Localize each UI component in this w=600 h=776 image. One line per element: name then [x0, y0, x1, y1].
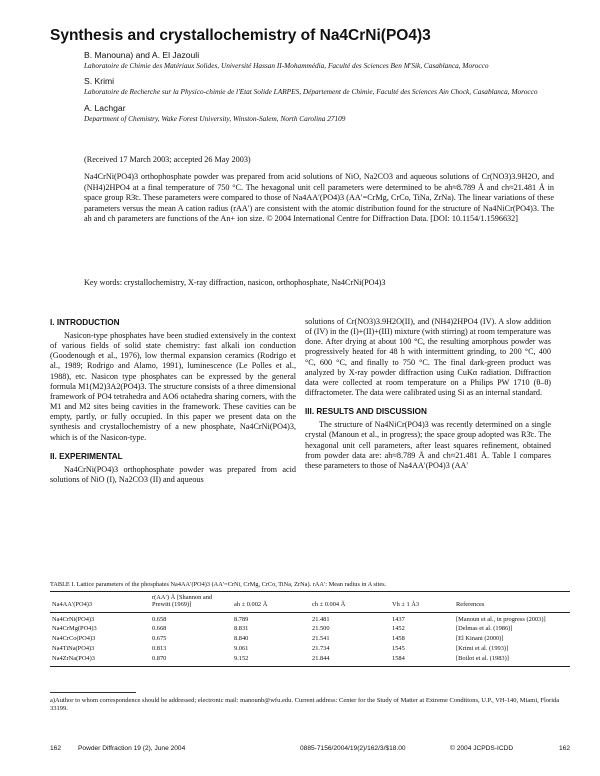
introduction-text: Nasicon-type phosphates have been studied extensively in the context of various fields of solid state chemistry: fast alkali ion conduction (Goodenough et al., 1976), low thermal expansion ceramics (Rodrigo et al., 1989; Rodrigo and Alamo, 1991), luminescence (Le Polles et al., 1988), etc. Nasicon type phosphates can be expressed by the general formula M1(M2)3A2(PO4)3. The structure consists of a three dimensional framework of PO4 tetrahedra and AO6 octahedra sharing corners, with the M1 and M2 sites being cavities in the framework. These cavities can be empty, partly, or fully occupied. In this paper we present data on the synthesis and crystallochemistry of a new phosphate, Na4CrNi(PO4)3, which is of the Nasicon-type. [50, 331, 296, 442]
table-cell: Na4CrNi(PO4)3 [52, 615, 95, 623]
author-names: B. Manouna) and A. El Jazouli [84, 50, 200, 60]
author-names: S. Krimi [84, 76, 115, 87]
table-cell: Na4TiNa(PO4)3 [52, 645, 95, 653]
table-caption: TABLE I. Lattice parameters of the phosphates Na4AA′(PO4)3 (AA′=CrNi, CrMg, CrCo, TiNa, ZrNa). rAA′: Mean radius in A sites. [50, 581, 387, 588]
copyright-notice: © 2004 JCPDS-ICDD [450, 745, 514, 752]
table-row [50, 634, 570, 644]
author-affiliation: Department of Chemistry, Wake Forest University, Winston-Salem, North Carolina 27109 [84, 113, 346, 123]
table-row [50, 612, 570, 624]
table-cell: 0.870 [150, 654, 232, 667]
table-cell: 8.831 [234, 625, 249, 633]
table-cell: 0.668 [152, 625, 167, 633]
table-cell: 21.844 [310, 654, 390, 667]
table-cell: 1545 [392, 645, 405, 653]
table-cell: Na4CrCo(PO4)3 [52, 635, 96, 643]
table-cell: Na4CrMg(PO4)3 [52, 625, 97, 633]
column-header: r(AA′) Å [Shannon and Prewitt (1969)] [150, 592, 232, 613]
section-heading-introduction: I. INTRODUCTION [50, 318, 120, 327]
table-cell: [Boilot et al. (1983)] [454, 654, 570, 667]
keywords: Key words: crystallochemistry, X-ray diffraction, nasicon, orthophosphate, Na4CrNi(PO4)3 [84, 278, 386, 287]
table-cell: [Krimi et al. (1993)] [456, 645, 509, 653]
page-footer [50, 744, 570, 754]
table-row [50, 644, 570, 654]
table-cell: Na4ZrNa(PO4)3 [50, 654, 150, 667]
results-text: The structure of Na4NiCr(PO4)3 was recently determined on a single crystal (Manoun et al., in progress); the space group adopted was R3̄c. The hexagonal unit cell parameters, after least squares refinement, obtained from powder data are: ah≈8.789 Å and ch≈21.481 Å. Table I compares these parameters to those of Na4AA′(PO4)3 (AA′ [305, 420, 551, 470]
author-block [84, 50, 554, 129]
article-title: Synthesis and crystallochemistry of Na4CrNi(PO4)3 [50, 27, 431, 44]
table-cell: 21.481 [312, 615, 330, 623]
section-heading-results: III. RESULTS AND DISCUSSION [305, 407, 427, 417]
table-cell: 1452 [392, 625, 405, 633]
table-cell: 0.675 [152, 635, 167, 643]
column-header: Na4AA′(PO4)3 [50, 592, 150, 613]
table-row [50, 624, 570, 634]
correspondence-footnote: a)Author to whom correspondence should be addressed; electronic mail: manounb@wfu.edu. Current address: Center for the Study of Matter at Extreme Conditions, U.P., VH-140, Miami, Florida 33199. [50, 697, 560, 713]
table-cell: 1584 [390, 654, 454, 667]
experimental-text-continued: solutions of Cr(NO3)3.9H2O(II), and (NH4)2HPO4 (IV). A slow addition of (IV) in the (I)+(II)+(III) mixture (with stirring) at room temperature was done. After drying at about 100 °C, the resulting amorphous powder was progressively heated for 48 h with intermittent grinding, to 200 °C, 400 °C, 600 °C, and finally to 750 °C. The final dark-green product was analyzed by X-ray powder diffraction using CuKα radiation. Diffraction data were collected at room temperature on a Philips PW 1710 (θ–θ) diffractometer. The data were calibrated using Si as an internal standard. [305, 317, 551, 398]
table-cell: 9.061 [234, 645, 249, 653]
table-cell: [Delmas et al. (1986)] [456, 625, 513, 633]
table-cell: [El Kinani (2000)] [456, 635, 504, 643]
experimental-text: Na4CrNi(PO4)3 orthophosphate powder was prepared from acid solutions of NiO (I), Na2CO3 (II) and aqueous [50, 464, 296, 484]
table-cell: [Manoun et al., in progress (2003)] [456, 615, 546, 623]
table-cell: 8.840 [234, 635, 249, 643]
table-cell: 21.541 [312, 635, 330, 643]
column-header: References [454, 592, 570, 613]
table-cell: 9.152 [232, 654, 310, 667]
left-column [50, 317, 296, 485]
author-names: A. Lachgar [84, 102, 126, 113]
column-header: Vh ± 1 Å3 [390, 592, 454, 613]
table-cell: 0.813 [152, 645, 167, 653]
table-cell: 21.734 [312, 645, 330, 653]
table-cell: 8.789 [234, 615, 249, 623]
table-row [50, 654, 570, 667]
lattice-parameters-table [50, 591, 570, 667]
page-number-left: 162 [50, 745, 62, 752]
column-header: ah ± 0.002 Å [232, 592, 310, 613]
received-dates: (Received 17 March 2003; accepted 26 May 2003) [84, 155, 251, 164]
author-affiliation: Laboratoire de Chimie des Matériaux Solides, Université Hassan II-Mohammédia, Faculté des Sciences Ben M'Sik, Casablanca, Morocco [84, 61, 489, 70]
table-cell: 0.658 [152, 615, 167, 623]
journal-citation: Powder Diffraction 19 (2), June 2004 [78, 745, 186, 752]
table-cell: 21.500 [312, 625, 330, 633]
table-cell: 1437 [392, 615, 405, 623]
right-column [305, 317, 551, 471]
footnote-divider [50, 692, 136, 693]
table-header-row [50, 592, 570, 613]
author-affiliation: Laboratoire de Recherche sur la Physico-chimie de l'Etat Solide LARPES, Département de Chimie, Faculté des Sciences Ain Chock, Casablanca, Morocco [84, 87, 538, 97]
page-number-right: 162 [558, 745, 570, 752]
table-cell: 1458 [392, 635, 405, 643]
column-header: ch ± 0.004 Å [310, 592, 390, 613]
article-code: 0885-7156/2004/19(2)/162/3/$18.00 [300, 745, 406, 752]
abstract: Na4CrNi(PO4)3 orthophosphate powder was prepared from acid solutions of NiO, Na2CO3 and aqueous solutions of Cr(NO3)3.9H2O, and (NH4)2HPO4 at a final temperature of 750 °C. The hexagonal unit cell parameters were determined to be ah≈8.789 Å and ch≈21.481 Å in space group R3̄c. These parameters were compared to those of Na4AA′(PO4)3 (AA′=CrMg, CrCo, TiNa, ZrNa). The linear variations of these parameters versus the mean A cation radius (rAA′) are consistent with the atomic distribution found for the structure of Na4NiCr(PO4)3. The ah and ch parameters are functions of the An+ ion size. © 2004 International Centre for Diffraction Data. [DOI: 10.1154/1.1596632] [84, 172, 554, 224]
section-heading-experimental: II. EXPERIMENTAL [50, 451, 123, 461]
